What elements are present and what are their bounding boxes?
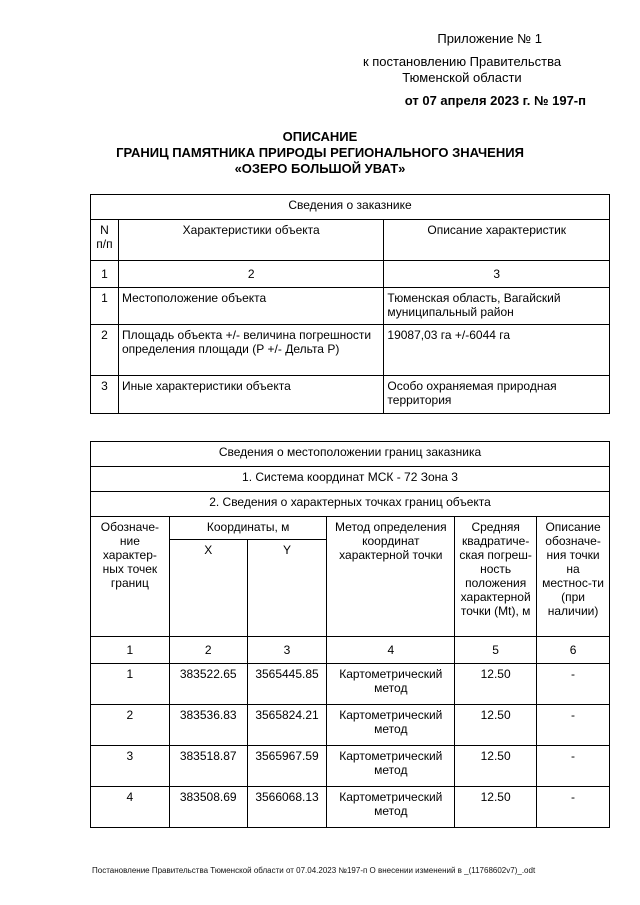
table-caption: Сведения о местоположении границ заказника bbox=[91, 442, 610, 467]
method: Картометрический метод bbox=[327, 664, 455, 705]
error-value: 12.50 bbox=[455, 746, 537, 787]
boundary-points-table bbox=[90, 441, 610, 828]
appendix-date: от 07 апреля 2023 г. № 197-п bbox=[404, 93, 586, 108]
point-id: 3 bbox=[91, 746, 170, 787]
points-caption: 2. Сведения о характерных точках границ объекта bbox=[91, 492, 610, 517]
column-number: 1 bbox=[91, 637, 170, 664]
column-header-point: Обозначе-ние характер-ных точек границ bbox=[91, 517, 170, 637]
table-row bbox=[91, 787, 610, 828]
column-header: Характеристики объекта bbox=[118, 220, 383, 261]
column-header-error: Средняя квадратиче-ская погреш-ность положения характерной точки (Mt), м bbox=[455, 517, 537, 637]
reserve-info-table bbox=[90, 194, 610, 414]
coordinate-x: 383522.65 bbox=[169, 664, 247, 705]
table-row bbox=[91, 746, 610, 787]
table-caption: Сведения о заказнике bbox=[91, 195, 610, 220]
error-value: 12.50 bbox=[455, 664, 537, 705]
method: Картометрический метод bbox=[327, 705, 455, 746]
point-id: 2 bbox=[91, 705, 170, 746]
table-row bbox=[91, 325, 610, 376]
table-row bbox=[91, 288, 610, 325]
column-number: 1 bbox=[91, 261, 119, 288]
characteristic-name: Площадь объекта +/- величина погрешности определения площади (Р +/- Дельта Р) bbox=[118, 325, 383, 376]
error-value: 12.50 bbox=[455, 787, 537, 828]
point-description: - bbox=[537, 664, 610, 705]
point-description: - bbox=[537, 787, 610, 828]
column-header: N п/п bbox=[91, 220, 119, 261]
table-row bbox=[91, 664, 610, 705]
appendix-number: Приложение № 1 bbox=[437, 31, 542, 46]
characteristic-description: Особо охраняемая природная территория bbox=[384, 376, 610, 414]
error-value: 12.50 bbox=[455, 705, 537, 746]
characteristic-description: Тюменская область, Вагайский муниципальный район bbox=[384, 288, 610, 325]
coordinate-y: 3565824.21 bbox=[247, 705, 327, 746]
document-title: ОПИСАНИЕ bbox=[282, 129, 358, 144]
column-header-x: X bbox=[169, 540, 247, 637]
column-header: Описание характеристик bbox=[384, 220, 610, 261]
characteristic-name: Местоположение объекта bbox=[118, 288, 383, 325]
column-number: 2 bbox=[118, 261, 383, 288]
column-number: 3 bbox=[384, 261, 610, 288]
coordinate-y: 3565445.85 bbox=[247, 664, 327, 705]
point-description: - bbox=[537, 746, 610, 787]
document-subtitle: ГРАНИЦ ПАМЯТНИКА ПРИРОДЫ РЕГИОНАЛЬНОГО ЗНАЧЕНИЯ bbox=[116, 145, 524, 160]
table-row bbox=[91, 705, 610, 746]
column-number: 5 bbox=[455, 637, 537, 664]
point-description: - bbox=[537, 705, 610, 746]
column-header-description: Описание обозначе-ния точки на местнос-ти (при наличии) bbox=[537, 517, 610, 637]
column-number: 2 bbox=[169, 637, 247, 664]
coordinate-y: 3566068.13 bbox=[247, 787, 327, 828]
method: Картометрический метод bbox=[327, 787, 455, 828]
coordinate-system: 1. Система координат МСК - 72 Зона 3 bbox=[91, 467, 610, 492]
table-row bbox=[91, 376, 610, 414]
row-number: 1 bbox=[91, 288, 119, 325]
method: Картометрический метод bbox=[327, 746, 455, 787]
characteristic-name: Иные характеристики объекта bbox=[118, 376, 383, 414]
characteristic-description: 19087,03 га +/-6044 га bbox=[384, 325, 610, 376]
column-number: 3 bbox=[247, 637, 327, 664]
object-name: «ОЗЕРО БОЛЬШОЙ УВАТ» bbox=[234, 161, 406, 176]
column-number: 4 bbox=[327, 637, 455, 664]
appendix-reference: к постановлению Правительства Тюменской области bbox=[362, 54, 562, 85]
page-footer: Постановление Правительства Тюменской области от 07.04.2023 №197-п О внесении изменений в _(11768602v7)_.odt bbox=[92, 866, 536, 875]
column-header-method: Метод определения координат характерной точки bbox=[327, 517, 455, 637]
column-header-coordinates: Координаты, м bbox=[169, 517, 327, 540]
coordinate-y: 3565967.59 bbox=[247, 746, 327, 787]
point-id: 4 bbox=[91, 787, 170, 828]
coordinate-x: 383518.87 bbox=[169, 746, 247, 787]
point-id: 1 bbox=[91, 664, 170, 705]
column-number: 6 bbox=[537, 637, 610, 664]
column-header-y: Y bbox=[247, 540, 327, 637]
row-number: 3 bbox=[91, 376, 119, 414]
row-number: 2 bbox=[91, 325, 119, 376]
coordinate-x: 383508.69 bbox=[169, 787, 247, 828]
coordinate-x: 383536.83 bbox=[169, 705, 247, 746]
